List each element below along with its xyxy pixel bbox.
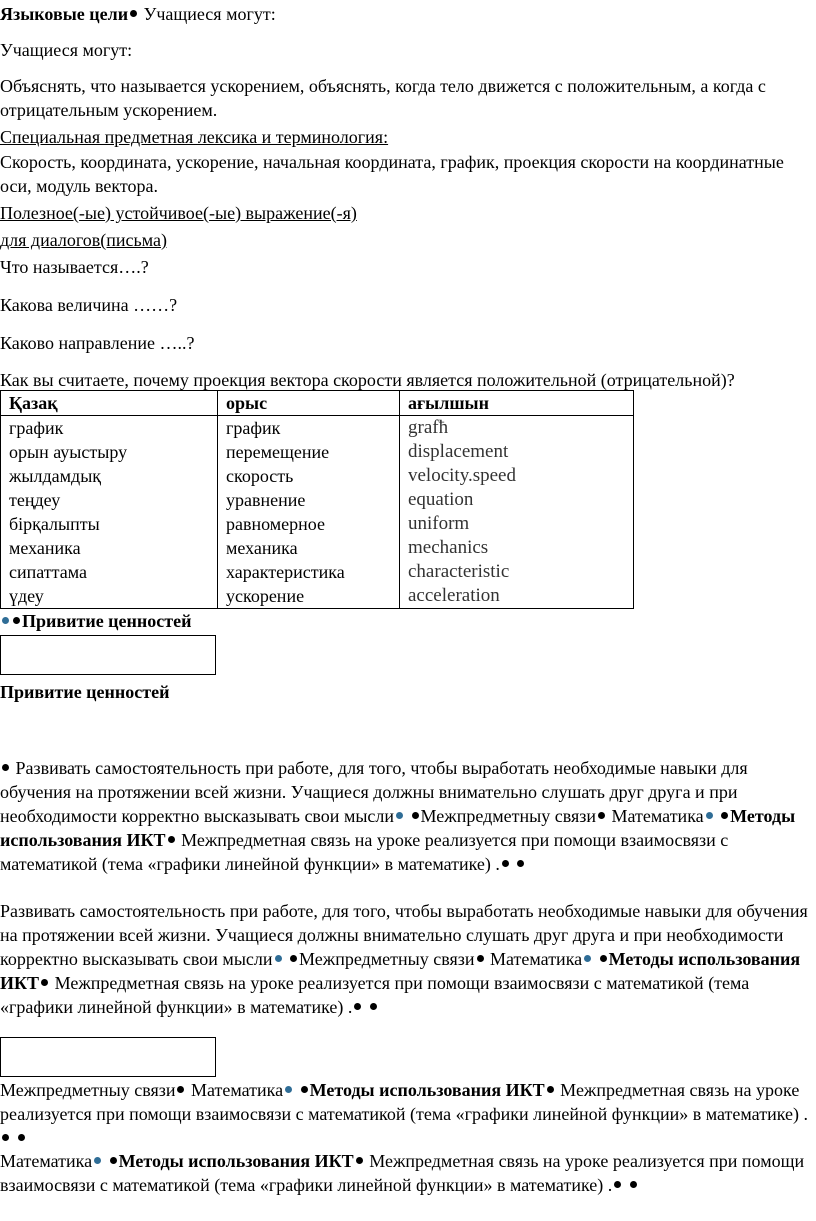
cell-russian: механика bbox=[218, 536, 400, 560]
bullet-icon bbox=[547, 1086, 554, 1093]
ict-methods-text: Межпредметная связь на уроке реализуется при помощи взаимосвязи с математикой (тема «графики линейной функции» в математике) . bbox=[0, 1080, 808, 1124]
language-goals-line bbox=[0, 2, 812, 26]
bullet-icon bbox=[94, 1157, 101, 1164]
ict-methods-text: Межпредметная связь на уроке реализуется при помощи взаимосвязи с математикой (тема «графики линейной функции» в математике) . bbox=[0, 1151, 805, 1195]
col-header-english: ағылшын bbox=[400, 391, 634, 416]
values-heading: Привитие ценностей bbox=[0, 682, 170, 702]
bullet-icon bbox=[285, 1086, 292, 1093]
bullet-icon bbox=[370, 1003, 377, 1010]
values-paragraph-2-text: Развивать самостоятельность при работе, для того, чтобы выработать необходимые навыки для обучения на протяжении всей жизни. Учащиеся должны внимательно слушать друг друга и при необходимости корректно высказывать свои мысли bbox=[0, 901, 808, 969]
cell-kazakh: үдеу bbox=[1, 584, 218, 609]
vocabulary-table bbox=[0, 390, 634, 609]
bullet-icon bbox=[301, 1086, 308, 1093]
ict-methods-text: Межпредметная связь на уроке реализуется при помощи взаимосвязи с математикой (тема «графики линейной функции» в математике) . bbox=[0, 830, 729, 874]
bullet-icon bbox=[502, 860, 509, 867]
ict-methods-text: Межпредметная связь на уроке реализуется при помощи взаимосвязи с математикой (тема «графики линейной функции» в математике) . bbox=[0, 973, 750, 1017]
bullet-icon bbox=[477, 955, 484, 962]
cell-russian: уравнение bbox=[218, 488, 400, 512]
values-paragraph-1-text: Развивать самостоятельность при работе, для того, чтобы выработать необходимые навыки для обучения на протяжении всей жизни. Учащиеся должны внимательно слушать друг друга и при необходимости корректно высказывать свои мысли bbox=[0, 758, 748, 826]
question-1: Что называется….? bbox=[0, 257, 149, 277]
math-label: Математика bbox=[0, 1151, 93, 1171]
bullet-icon bbox=[706, 812, 713, 819]
bullet-icon bbox=[177, 1086, 184, 1093]
students-can-line: Учащиеся могут: bbox=[0, 40, 133, 60]
table-row bbox=[1, 536, 634, 560]
cell-russian: график bbox=[218, 416, 400, 441]
bullet-icon bbox=[18, 1134, 25, 1141]
interdisciplinary-label: Межпредметныу связи bbox=[0, 1080, 176, 1100]
math-label: Математика bbox=[607, 806, 704, 826]
interdisciplinary-label: Межпредметныу связи bbox=[299, 949, 475, 969]
interdisciplinary-label: Межпредметныу связи bbox=[420, 806, 597, 826]
bullet-icon bbox=[356, 1157, 363, 1164]
bullet-icon bbox=[412, 812, 419, 819]
vocab-text: Скорость, координата, ускорение, начальная координата, график, проекция скорости на координатные оси, модуль вектора. bbox=[0, 152, 784, 196]
cell-english: uniform bbox=[400, 512, 634, 536]
table-row bbox=[1, 584, 634, 609]
bullet-icon bbox=[290, 955, 297, 962]
table-row bbox=[1, 464, 634, 488]
bullet-icon bbox=[396, 812, 403, 819]
values-inline-heading bbox=[0, 609, 812, 633]
ict-methods-label: Методы использования ИКТ bbox=[0, 806, 796, 850]
bullet-icon bbox=[2, 617, 9, 624]
cell-kazakh: теңдеу bbox=[1, 488, 218, 512]
cell-english: mechanics bbox=[400, 536, 634, 560]
table-row bbox=[1, 560, 634, 584]
bullet-icon bbox=[354, 1003, 361, 1010]
cell-russian: равномерное bbox=[218, 512, 400, 536]
table-row bbox=[1, 416, 634, 441]
math-label: Математика bbox=[186, 1080, 284, 1100]
cell-kazakh: жылдамдық bbox=[1, 464, 218, 488]
bullet-icon bbox=[584, 955, 591, 962]
values-paragraph-1 bbox=[0, 756, 812, 876]
table-row bbox=[1, 512, 634, 536]
table-header-row bbox=[1, 391, 634, 416]
question-3: Каково направление …..? bbox=[0, 333, 195, 353]
cell-english: displacement bbox=[400, 440, 634, 464]
phrases-heading-2: для диалогов(письма) bbox=[0, 230, 167, 250]
cell-kazakh: сипаттама bbox=[1, 560, 218, 584]
col-header-russian: орыс bbox=[218, 391, 400, 416]
ict-methods-label: Методы использования ИКТ bbox=[0, 949, 801, 993]
values-inline-heading-text: Привитие ценностей bbox=[22, 611, 192, 631]
values-paragraph-2 bbox=[0, 899, 812, 1019]
language-goals-tail: Учащиеся могут: bbox=[139, 4, 276, 24]
math-label: Математика bbox=[485, 949, 583, 969]
bullet-icon bbox=[41, 979, 48, 986]
bullet-icon bbox=[130, 10, 137, 17]
empty-frame-box bbox=[0, 635, 216, 675]
interdisciplinary-paragraph bbox=[0, 1078, 812, 1150]
objective-text: Объяснять, что называется ускорением, объяснять, когда тело движется с положительным, а когда с отрицательным ускорением. bbox=[0, 76, 766, 120]
bullet-icon bbox=[168, 836, 175, 843]
bullet-icon bbox=[600, 955, 607, 962]
bullet-icon bbox=[2, 764, 9, 771]
bullet-icon bbox=[2, 1134, 9, 1141]
question-4: Как вы считаете, почему проекция вектора скорости является положительной (отрицательной)? bbox=[0, 370, 735, 390]
cell-english: grafħ bbox=[400, 416, 634, 441]
ict-methods-label: Методы использования ИКТ bbox=[309, 1080, 545, 1100]
cell-kazakh: бірқалыпты bbox=[1, 512, 218, 536]
question-2: Какова величина ……? bbox=[0, 295, 178, 315]
language-goals-heading: Языковые цели bbox=[0, 4, 129, 24]
cell-russian: скорость bbox=[218, 464, 400, 488]
cell-kazakh: механика bbox=[1, 536, 218, 560]
bullet-icon bbox=[13, 617, 20, 624]
cell-english: acceleration bbox=[400, 584, 634, 609]
phrases-heading-1: Полезное(-ые) устойчивое(-ые) выражение(-я) bbox=[0, 203, 357, 223]
bullet-icon bbox=[721, 812, 728, 819]
bullet-icon bbox=[598, 812, 605, 819]
table-row bbox=[1, 440, 634, 464]
table-row bbox=[1, 488, 634, 512]
col-header-kazakh: Қазақ bbox=[1, 391, 218, 416]
cell-english: characteristic bbox=[400, 560, 634, 584]
math-paragraph bbox=[0, 1149, 812, 1197]
cell-russian: ускорение bbox=[218, 584, 400, 609]
bullet-icon bbox=[110, 1157, 117, 1164]
cell-english: velocity.speed bbox=[400, 464, 634, 488]
cell-russian: характеристика bbox=[218, 560, 400, 584]
bullet-icon bbox=[614, 1181, 621, 1188]
empty-frame-box bbox=[0, 1037, 216, 1077]
bullet-icon bbox=[517, 860, 524, 867]
bullet-icon bbox=[630, 1181, 637, 1188]
ict-methods-label: Методы использования ИКТ bbox=[118, 1151, 354, 1171]
cell-kazakh: график bbox=[1, 416, 218, 441]
vocab-heading: Специальная предметная лексика и терминология: bbox=[0, 127, 389, 147]
cell-russian: перемещение bbox=[218, 440, 400, 464]
cell-english: equation bbox=[400, 488, 634, 512]
cell-kazakh: орын ауыстыру bbox=[1, 440, 218, 464]
bullet-icon bbox=[275, 955, 282, 962]
